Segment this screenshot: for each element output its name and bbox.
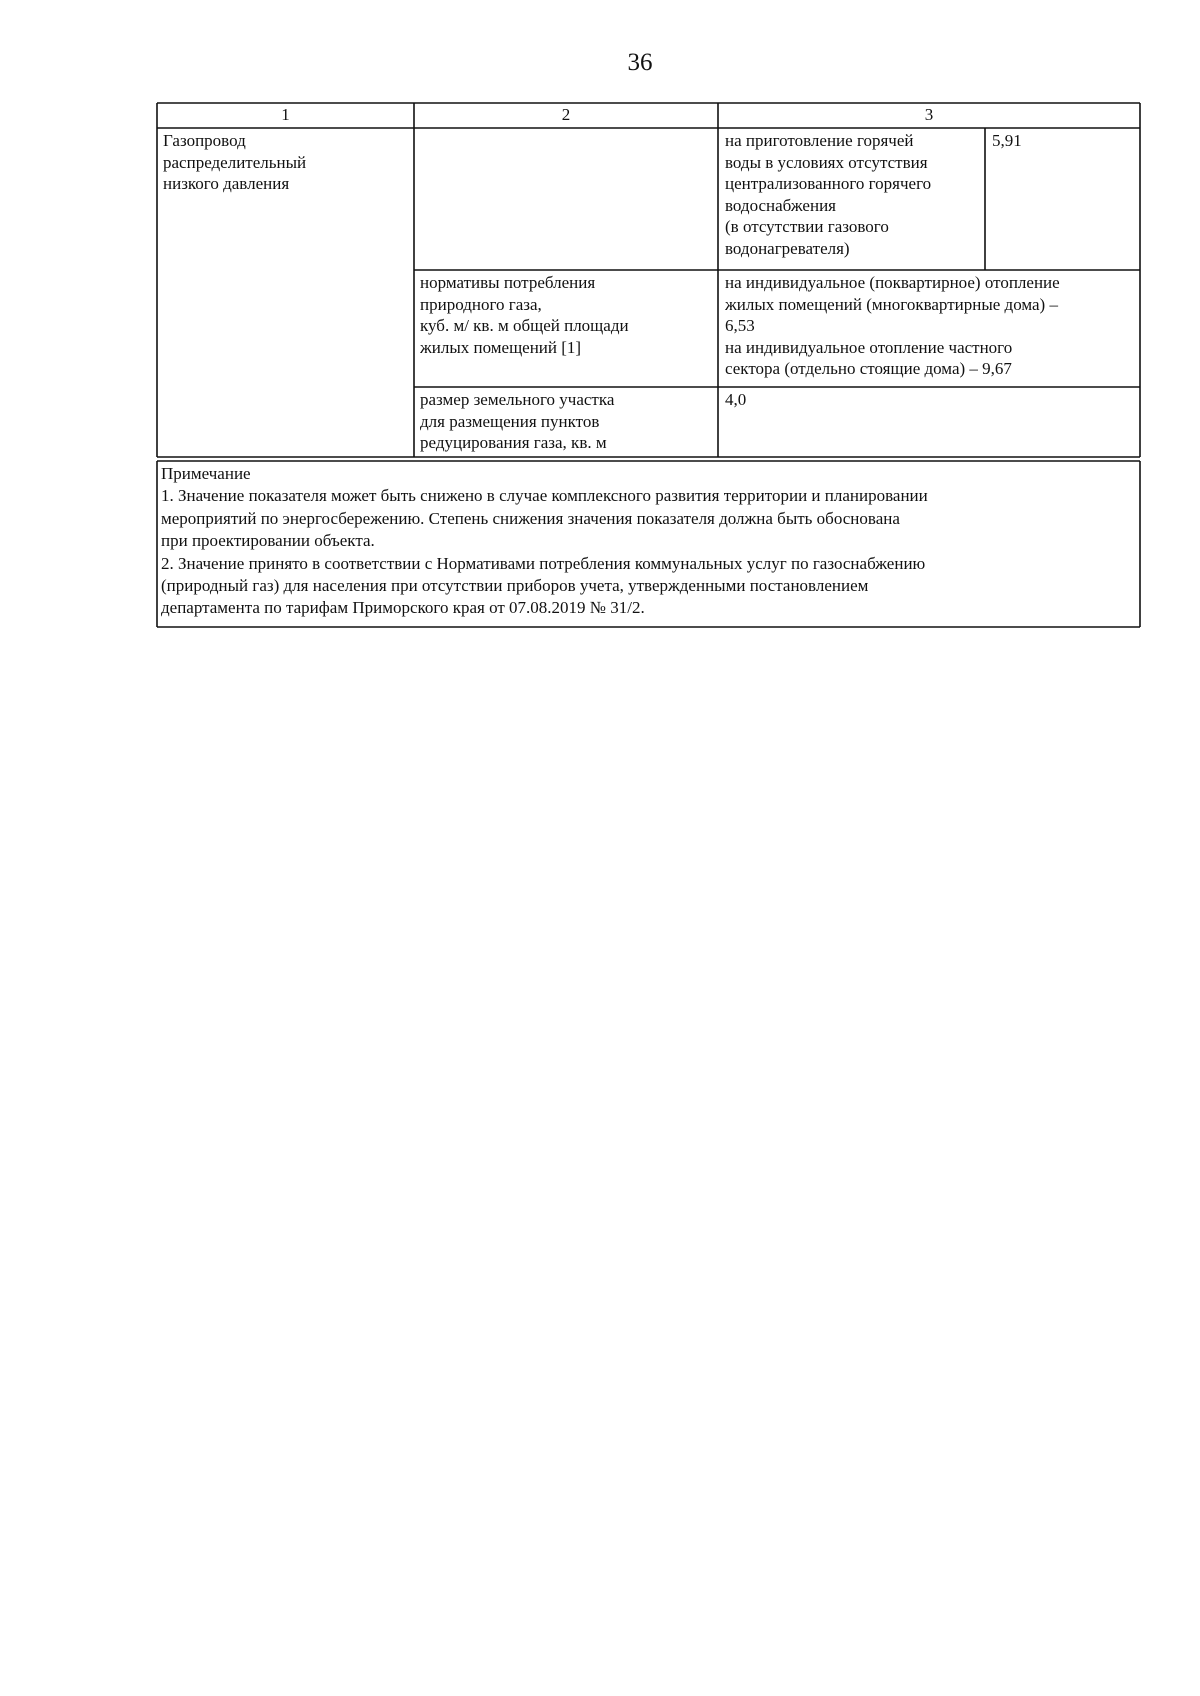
heating-description-cell xyxy=(725,272,1137,380)
text-line: куб. м/ кв. м общей площади xyxy=(420,316,629,336)
gas-consumption-indicator-cell xyxy=(420,272,716,358)
object-name-cell xyxy=(163,130,306,195)
notes-block xyxy=(161,463,1141,620)
hot-water-description-cell xyxy=(725,130,983,260)
header-col-3: 3 xyxy=(924,105,934,124)
header-col-1: 1 xyxy=(281,105,290,124)
text-line: на приготовление горячей xyxy=(725,131,914,150)
note-line: 1. Значение показателя может быть снижено в случае комплексного развития территории и планировании xyxy=(161,486,928,506)
note-line: 2. Значение принято в соответствии с Нормативами потребления коммунальных услуг по газоснабжению xyxy=(161,553,926,573)
text-line: для размещения пунктов xyxy=(420,411,600,431)
note-line: мероприятий по энергосбережению. Степень снижения значения показателя должна быть обоснована xyxy=(161,508,900,528)
text-line: централизованного горячего xyxy=(725,174,932,194)
text-line: жилых помещений (многоквартирные дома) – xyxy=(725,294,1058,314)
text-line: водоснабжения xyxy=(725,195,836,215)
text-line: редуцирования газа, кв. м xyxy=(420,433,607,453)
text-line: жилых помещений [1] xyxy=(420,337,582,357)
text-line: на индивидуальное отопление частного xyxy=(725,337,1013,357)
text-line: воды в условиях отсутствия xyxy=(725,152,928,172)
text-line: природного газа, xyxy=(420,294,542,314)
header-col-2: 2 xyxy=(561,105,571,124)
note-line: (природный газ) для населения при отсутствии приборов учета, утвержденными постановлением xyxy=(161,576,869,596)
text-line: Газопровод xyxy=(163,131,246,150)
text-line: распределительный xyxy=(163,152,307,172)
text-line: на индивидуальное (поквартирное) отопление xyxy=(725,273,1060,292)
text-line: водонагревателя) xyxy=(725,238,850,258)
text-line: нормативы потребления xyxy=(420,273,596,292)
note-line: департамента по тарифам Приморского края от 07.08.2019 № 31/2. xyxy=(161,598,645,618)
notes-title: Примечание xyxy=(161,464,251,483)
text-line: низкого давления xyxy=(163,174,290,194)
hot-water-value-cell: 5,91 xyxy=(992,131,1022,150)
page-number: 36 xyxy=(627,49,653,76)
text-line: размер земельного участка xyxy=(420,390,615,409)
text-line: (в отсутствии газового xyxy=(725,217,889,237)
text-line: сектора (отдельно стоящие дома) – 9,67 xyxy=(725,359,1012,379)
land-plot-value-cell: 4,0 xyxy=(725,390,747,409)
note-line: при проектировании объекта. xyxy=(161,531,375,551)
land-plot-indicator-cell xyxy=(420,389,716,454)
text-line: 6,53 xyxy=(725,316,755,336)
